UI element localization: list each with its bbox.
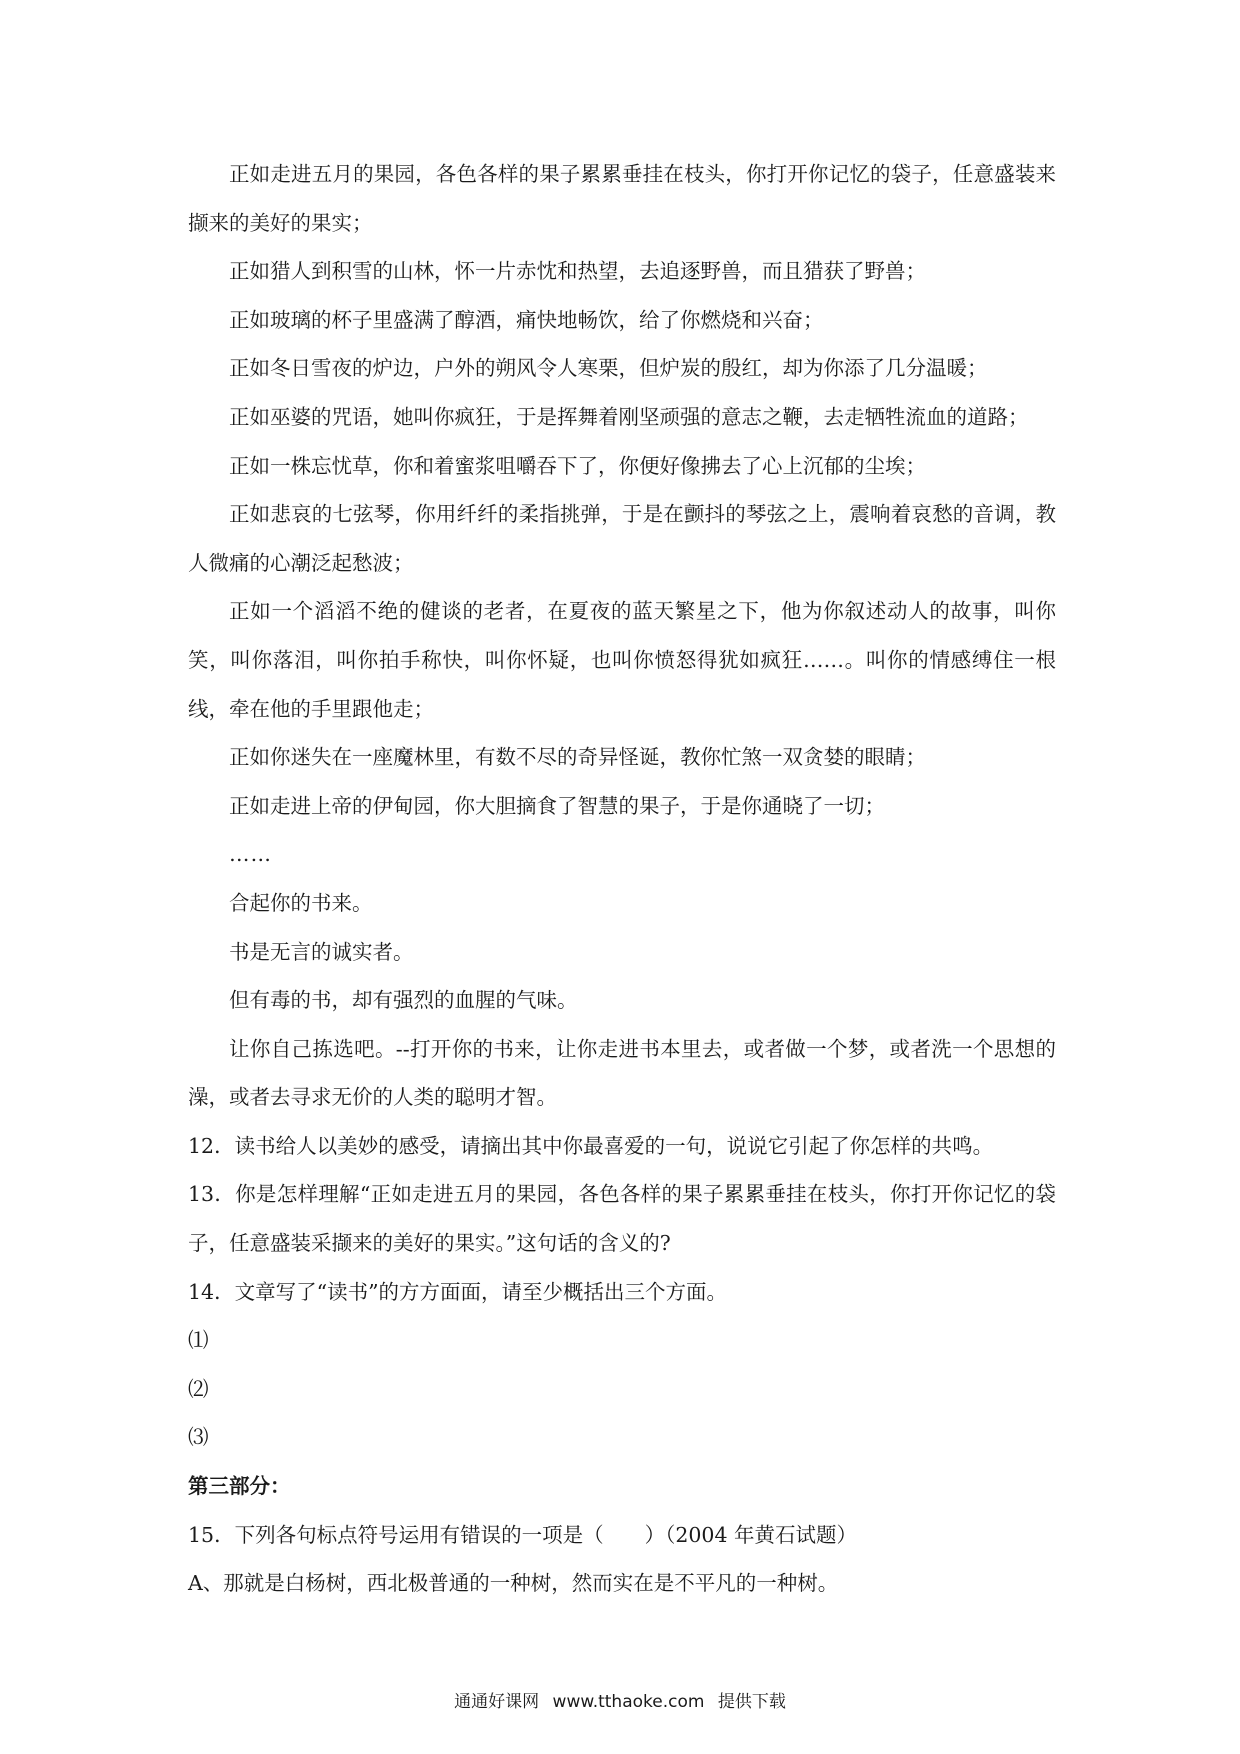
passage-paragraph-6: 正如一株忘忧草，你和着蜜浆咀嚼吞下了，你便好像拂去了心上沉郁的尘埃；	[229, 453, 926, 478]
passage-paragraph-1: 正如走进五月的果园，各色各样的果子累累垂挂在枝头，你打开你记忆的袋子，任意盛装来撷来的美好的果实；	[188, 162, 1056, 235]
footer-site-name: 通通好课网	[454, 1692, 540, 1712]
footer-url: www.tthaoke.com	[552, 1692, 705, 1712]
question-14-item-1: ⑴	[188, 1328, 209, 1353]
question-12: 12．读书给人以美妙的感受，请摘出其中你最喜爱的一句，说说它引起了你怎样的共鸣。	[188, 1133, 994, 1158]
page-content	[188, 150, 1056, 1608]
passage-paragraph-3: 正如玻璃的杯子里盛满了醇酒，痛快地畅饮，给了你燃烧和兴奋；	[229, 307, 824, 332]
passage-ellipsis: ……	[229, 842, 272, 867]
part-three-heading: 第三部分：	[188, 1474, 291, 1499]
passage-paragraph-9: 正如你迷失在一座魔林里，有数不尽的奇异怪诞，教你忙煞一双贪婪的眼睛；	[229, 745, 926, 770]
passage-paragraph-2: 正如猎人到积雪的山林，怀一片赤忱和热望，去追逐野兽，而且猎获了野兽；	[229, 259, 926, 284]
closing-line-4: 让你自己拣选吧。--打开你的书来，让你走进书本里去，或者做一个梦，或者洗一个思想的澡，或者去寻求无价的人类的聪明才智。	[188, 1036, 1056, 1110]
passage-paragraph-5: 正如巫婆的咒语，她叫你疯狂，于是挥舞着刚坚顽强的意志之鞭，去走牺牲流血的道路；	[229, 404, 1029, 429]
page-footer	[0, 1690, 1240, 1714]
passage-paragraph-8: 正如一个滔滔不绝的健谈的老者，在夏夜的蓝天繁星之下，他为你叙述动人的故事，叫你笑，叫你落泪，叫你拍手称快，叫你怀疑，也叫你愤怒得犹如疯狂……。叫你的情感缚住一根线，牵在他的手里跟他走；	[188, 599, 1056, 721]
question-14-item-2: ⑵	[188, 1376, 209, 1401]
question-14-item-3: ⑶	[188, 1425, 209, 1450]
question-13: 13．你是怎样理解“正如走进五月的果园，各色各样的果子累累垂挂在枝头，你打开你记忆的袋子，任意盛装采撷来的美好的果实。”这句话的含义的?	[188, 1182, 1056, 1256]
closing-line-3: 但有毒的书，却有强烈的血腥的气味。	[229, 988, 578, 1013]
footer-suffix: 提供下载	[717, 1692, 786, 1712]
question-15: 15．下列各句标点符号运用有错误的一项是（ ）（2004 年黄石试题）	[188, 1522, 858, 1547]
question-14: 14．文章写了“读书”的方方面面，请至少概括出三个方面。	[188, 1279, 728, 1304]
passage-paragraph-7: 正如悲哀的七弦琴，你用纤纤的柔指挑弹，于是在颤抖的琴弦之上，震响着哀愁的音调，教人微痛的心潮泛起愁波；	[188, 502, 1056, 575]
closing-line-1: 合起你的书来。	[229, 890, 373, 915]
passage-paragraph-4: 正如冬日雪夜的炉边，户外的朔风令人寒栗，但炉炭的殷红，却为你添了几分温暖；	[229, 356, 988, 381]
passage-paragraph-10: 正如走进上帝的伊甸园，你大胆摘食了智慧的果子，于是你通晓了一切；	[229, 793, 885, 818]
closing-line-2: 书是无言的诚实者。	[229, 939, 414, 964]
question-15-option-a: A、那就是白杨树，西北极普通的一种树，然而实在是不平凡的一种树。	[188, 1571, 839, 1596]
